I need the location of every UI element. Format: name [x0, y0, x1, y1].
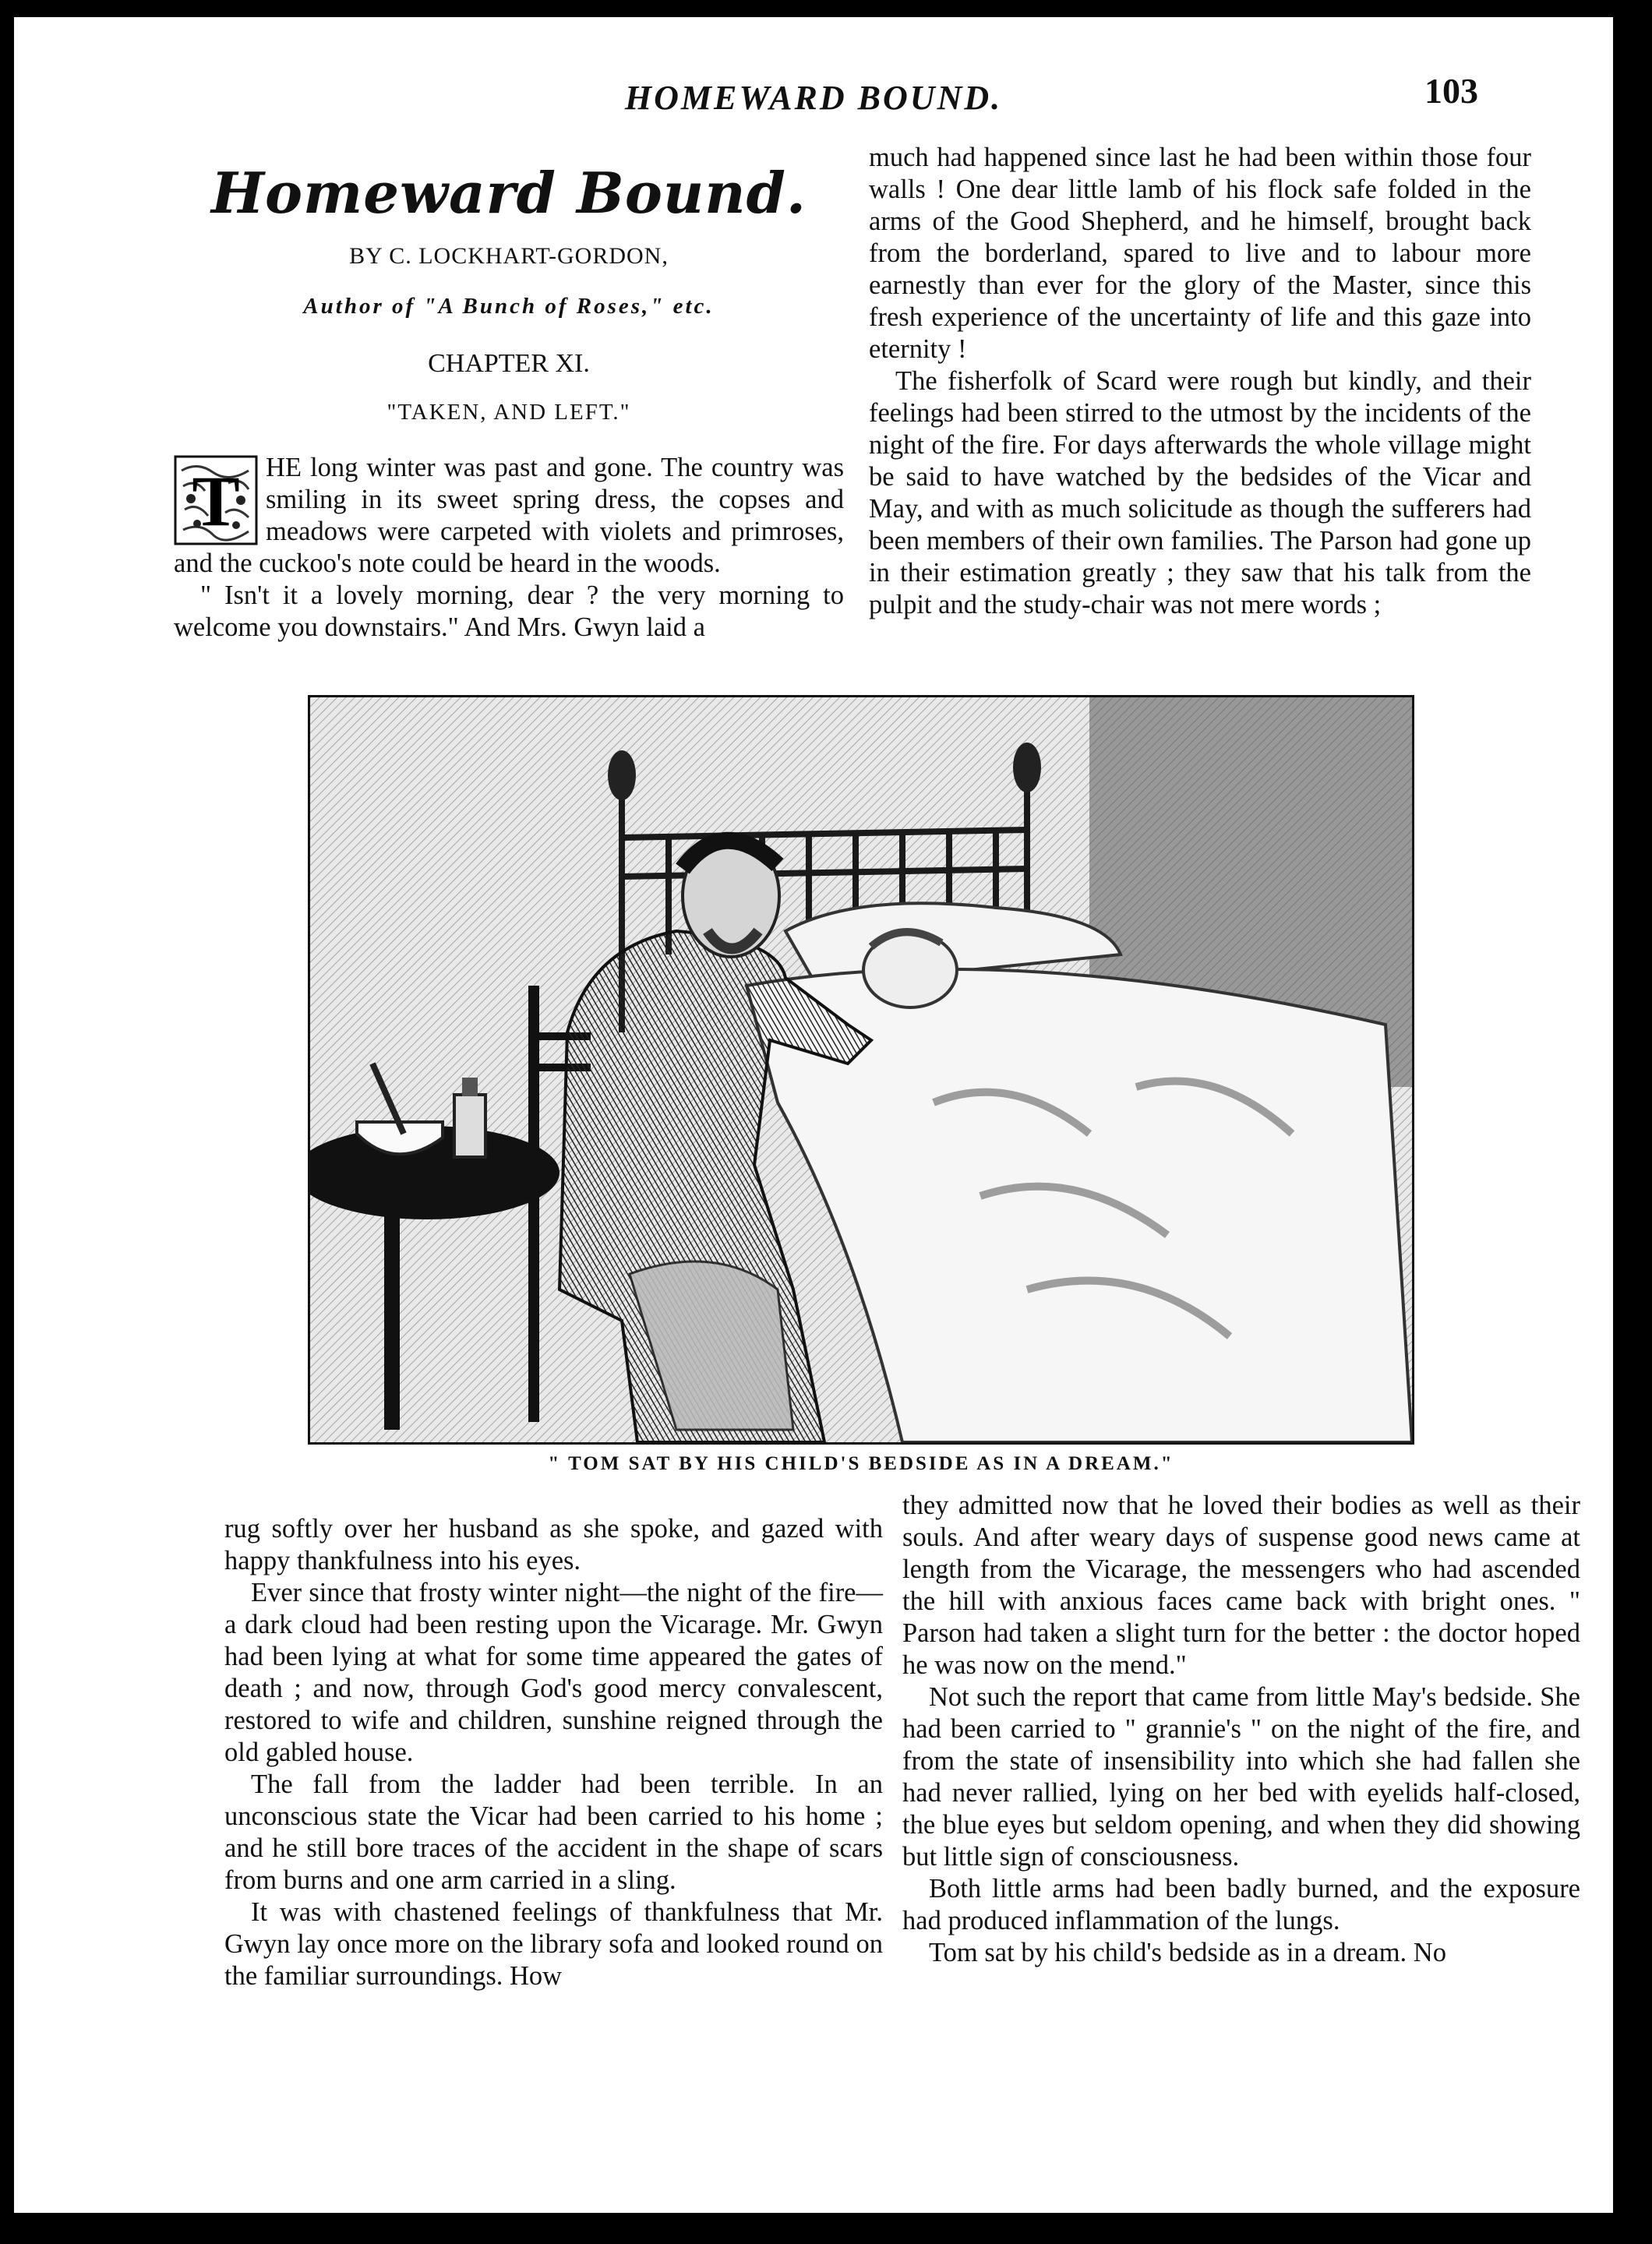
running-title: HOMEWARD BOUND. — [624, 79, 1003, 117]
ornamental-letter-icon — [174, 455, 258, 545]
chapter-heading: CHAPTER XI. — [428, 349, 590, 378]
page-number: 103 — [1424, 71, 1478, 111]
paragraph: HE long winter was past and gone. The country was smiling in its sweet spring dress, the copses and meadows were carpeted with violets and primroses, and the cuckoo's note could be heard in the woods. — [174, 453, 844, 578]
svg-text:T: T — [192, 461, 240, 541]
illustration — [308, 695, 1414, 1445]
paragraph: rug softly over her husband as she spoke, and gazed with happy thankfulness into his eyes. — [224, 1514, 883, 1575]
chapter-title: "TAKEN, AND LEFT." — [387, 400, 631, 425]
illustration-caption: " TOM SAT BY HIS CHILD'S BEDSIDE AS IN A DREAM." — [548, 1453, 1174, 1474]
column-top-left — [174, 160, 844, 644]
drop-cap-ornament — [174, 455, 258, 545]
paragraph: Ever since that frosty winter night—the night of the fire—a dark cloud had been resting upon the Vicarage. Mr. Gwyn had been lying at what for some time appeared the gates of death ; and now, through God's good mercy convalescent, restored to wife and children, sunshine reigned through the old gabled house. — [224, 1578, 883, 1767]
bedside-engraving-icon — [310, 697, 1412, 1442]
column-bottom-right — [902, 1490, 1580, 1969]
paragraph: It was with chastened feelings of thankfulness that Mr. Gwyn lay once more on the library sofa and looked round on the familiar surroundings. How — [224, 1897, 883, 1991]
column-bottom-left — [224, 1513, 883, 1992]
paragraph: they admitted now that he loved their bodies as well as their souls. And after weary days of suspense good news came at length from the Vicarage, the messengers who had ascended the hill with anxious faces came back with bright ones. " Parson had taken a slight turn for the better : the doctor hoped he was now on the mend." — [902, 1491, 1580, 1680]
column-top-right — [869, 142, 1531, 621]
paragraph: much had happened since last he had been within those four walls ! One dear little lamb of his flock safe folded in the arms of the Good Shepherd, and he himself, brought back from the borderland, spared to live and to labour more earnestly than ever for the glory of the Master, since this fresh experience of the uncertainty of life and this gaze into eternity ! — [869, 143, 1531, 364]
byline: BY C. LOCKHART-GORDON, — [349, 243, 669, 269]
paragraph: Both little arms had been badly burned, and the exposure had produced inflammation of the lungs. — [902, 1874, 1580, 1935]
magazine-page — [14, 17, 1613, 2213]
author-note: Author of "A Bunch of Roses," etc. — [303, 294, 715, 319]
paragraph: The fisherfolk of Scard were rough but kindly, and their feelings had been stirred to the utmost by the incidents of the night of the fire. For days afterwards the whole village might be said to have watched by the bedsides of the Vicar and May, and with as much solicitude as though the sufferers had been members of their own families. The Parson had gone up in their estimation greatly ; they saw that his talk from the pulpit and the study-chair was not mere words ; — [869, 366, 1531, 619]
article-title: Homeward Bound. — [210, 160, 807, 226]
paragraph: The fall from the ladder had been terrible. In an unconscious state the Vicar had been carried to his home ; and he still bore traces of the accident in the shape of scars from burns and one arm carried in a sling. — [224, 1769, 883, 1895]
paragraph: " Isn't it a lovely morning, dear ? the very morning to welcome you downstairs." And Mrs. Gwyn laid a — [174, 580, 844, 642]
paragraph: Not such the report that came from little May's bedside. She had been carried to " grannie's " on the night of the fire, and from the state of insensibility into which she had fallen she had never rallied, lying on her bed with eyelids half-closed, the blue eyes but seldom opening, and when they did showing but little sign of consciousness. — [902, 1682, 1580, 1872]
paragraph: Tom sat by his child's bedside as in a dream. No — [929, 1938, 1446, 1967]
